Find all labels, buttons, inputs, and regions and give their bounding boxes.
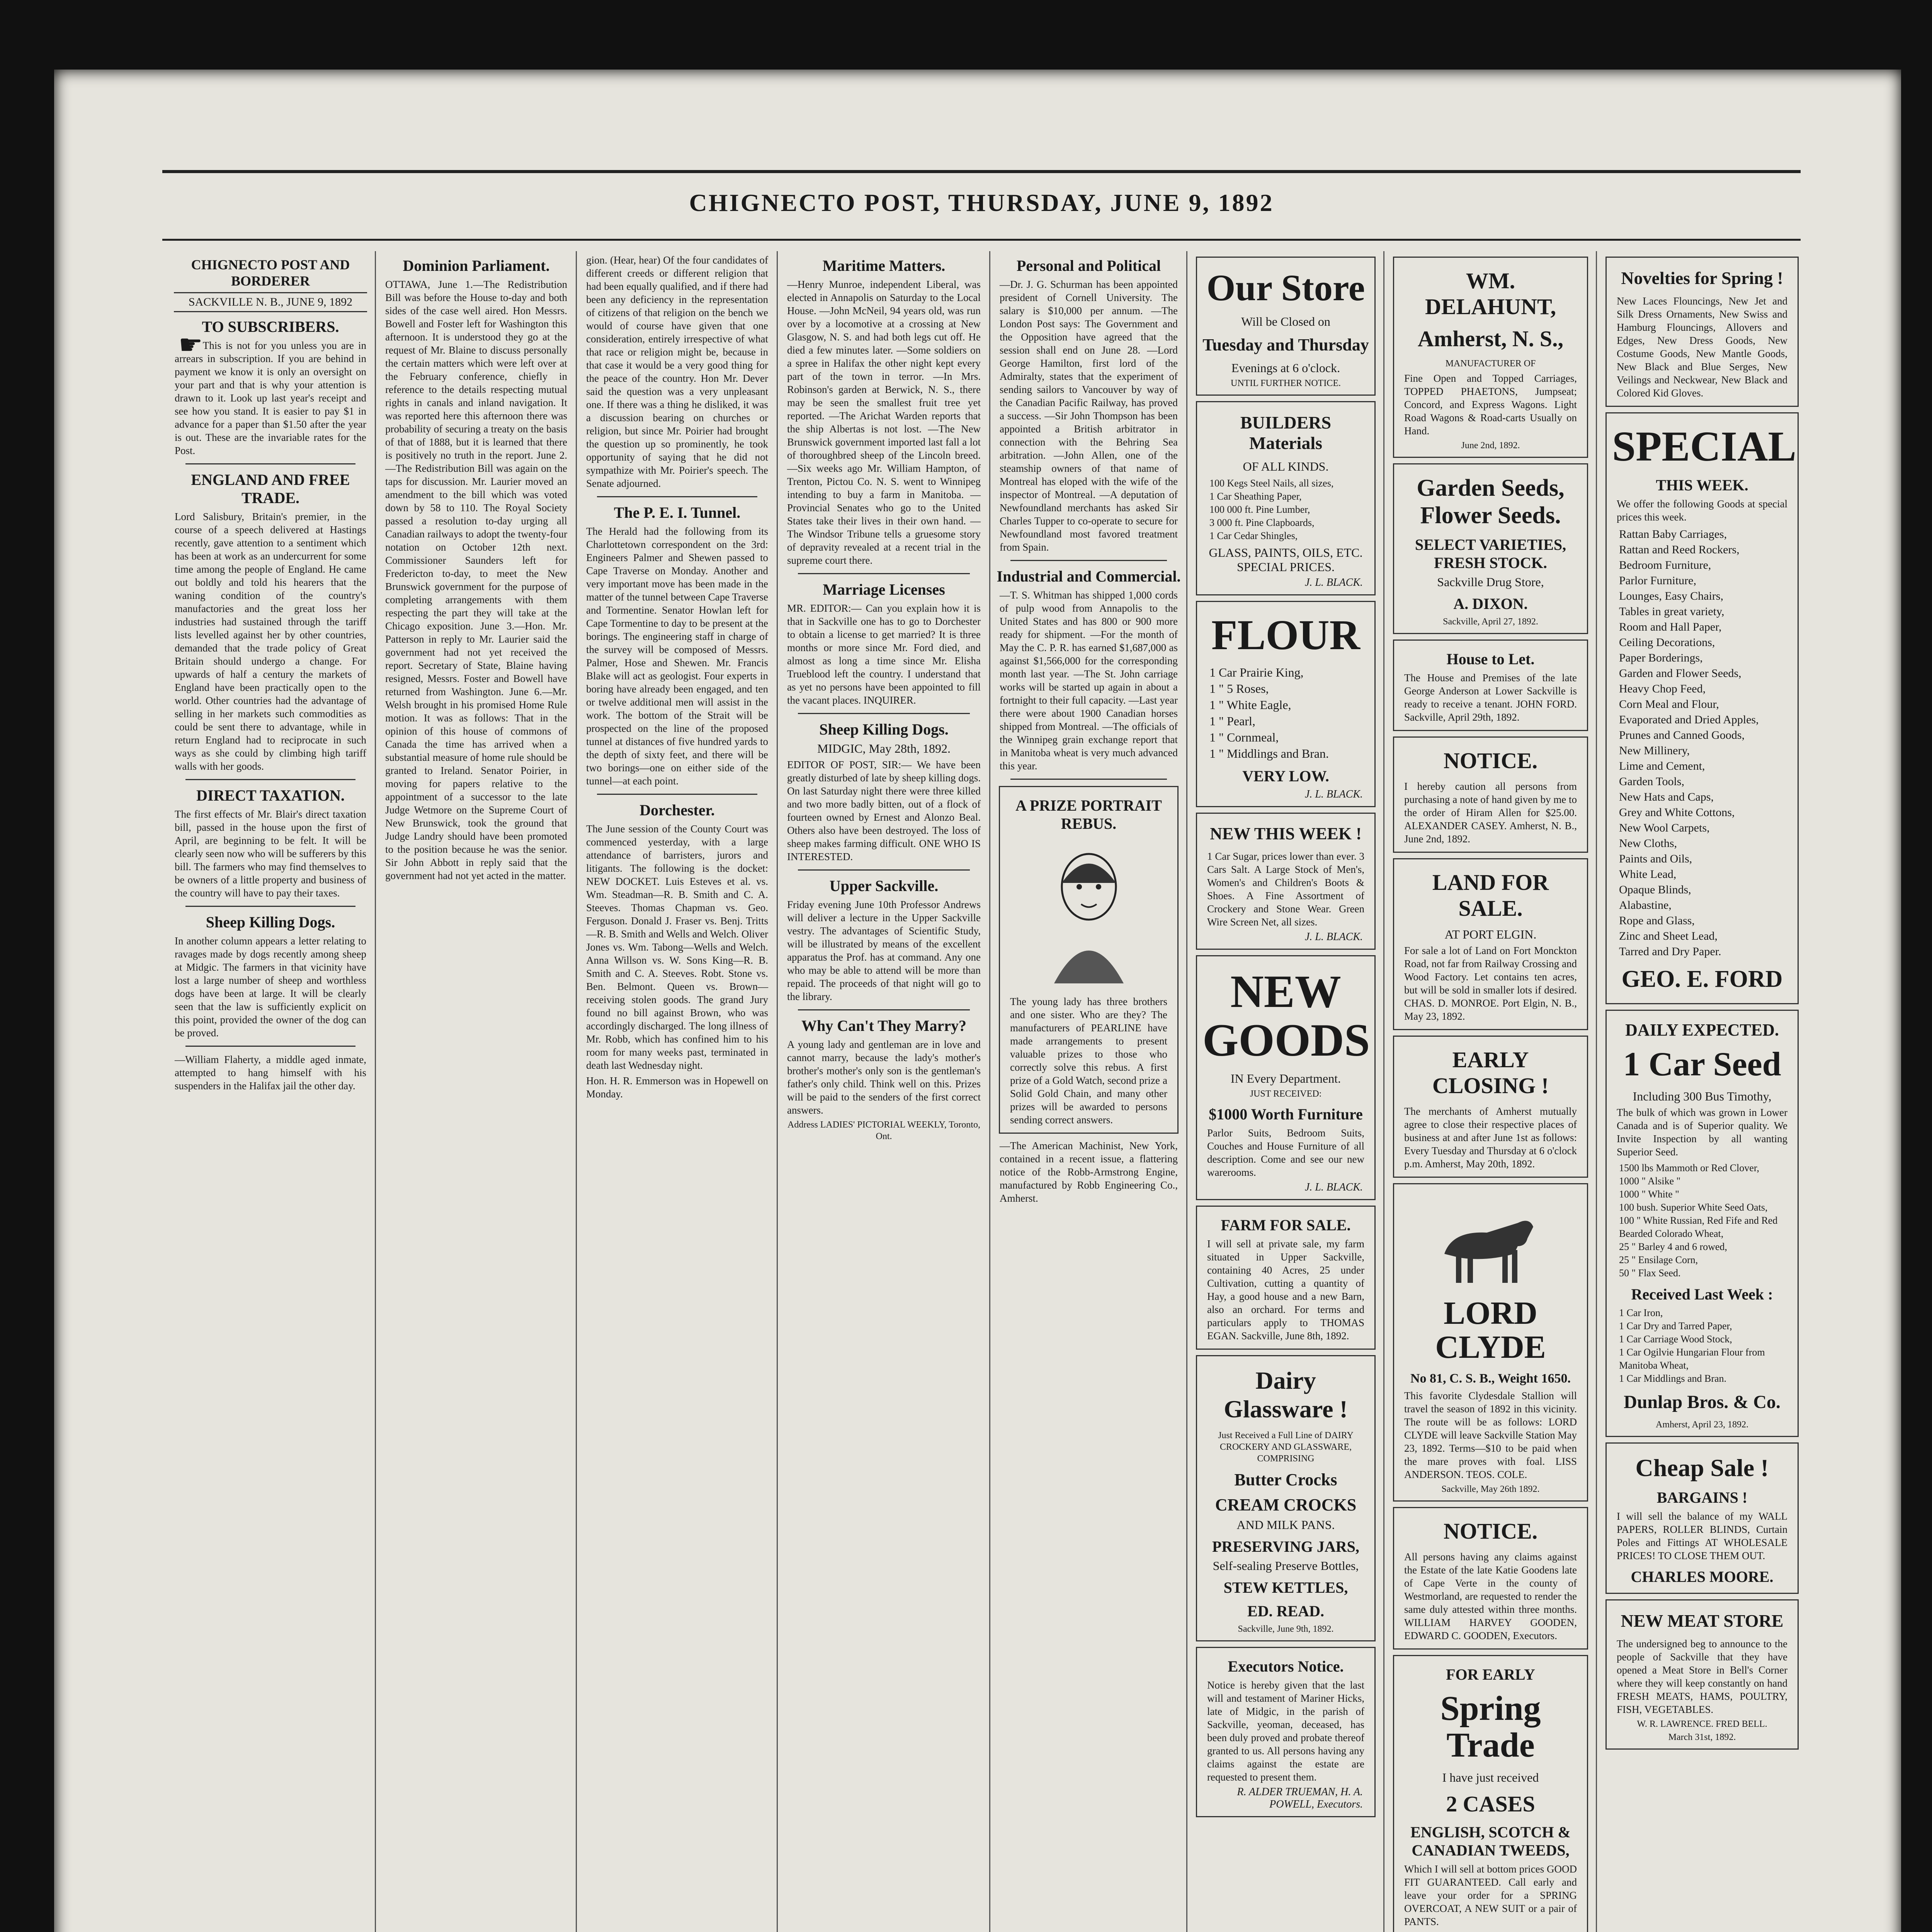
lord-clyde-date: Sackville, May 26th 1892. bbox=[1441, 1484, 1540, 1495]
pictorial-address: Address LADIES' PICTORIAL WEEKLY, Toronto, Ont. bbox=[787, 1120, 980, 1141]
new-this-week-heading: NEW THIS WEEK ! bbox=[1210, 824, 1362, 844]
lord-clyde-heading: LORD CLYDE bbox=[1435, 1295, 1546, 1366]
novelties-heading: Novelties for Spring ! bbox=[1621, 268, 1783, 288]
flour-foot: VERY LOW. bbox=[1242, 767, 1329, 785]
builders-item: 1 Car Sheathing Paper, bbox=[1209, 490, 1302, 502]
special-item: Rope and Glass, bbox=[1619, 914, 1695, 927]
special-item: Opaque Blinds, bbox=[1619, 883, 1691, 896]
column-tunnel bbox=[582, 251, 773, 1932]
special-sub: THIS WEEK. bbox=[1656, 476, 1748, 494]
personal-heading: Personal and Political bbox=[1016, 257, 1161, 274]
column-personal bbox=[995, 251, 1182, 1932]
new-goods-heading: NEW GOODS bbox=[1202, 966, 1370, 1066]
daily-expected: DAILY EXPECTED. bbox=[1625, 1020, 1779, 1039]
new-goods-body: Parlor Suits, Bedroom Suits, Couches and House Furniture of all description. Come and see our new warerooms. bbox=[1207, 1127, 1364, 1179]
seed-sub: Including 300 Bus Timothy, bbox=[1633, 1089, 1772, 1103]
divider bbox=[185, 463, 355, 464]
industrial-body: —T. S. Whitman has shipped 1,000 cords of pulp wood from Annapolis to the United States and has 800 or 900 more ready for shipment. —For the month of May the C. P. R. has earned $1,687,000 as against $1,566,000 for the corresponding month last year. —The St. John carriage works will be started up again in about a fortnight to their full capacity. —Last year there were about 1900 Canadian horses shipped from Montreal. —The officials of the Winnipeg grain exchange report that in Manitoba wheat is very much advanced this year. bbox=[1000, 589, 1178, 772]
notice-heading: NOTICE. bbox=[1443, 748, 1538, 773]
column-rule bbox=[1383, 251, 1384, 1932]
special-item: New Wool Carpets, bbox=[1619, 821, 1710, 834]
divider bbox=[798, 573, 970, 574]
delahunt-body: Fine Open and Topped Carriages, TOPPED PHAETONS, Jumpseat; Concord, and Express Wagons. Light Road Wagons & Road-carts Usually on Hand. bbox=[1404, 372, 1577, 437]
builders-item: 100 000 ft. Pine Lumber, bbox=[1209, 503, 1310, 515]
upper-sackville-body: Friday evening June 10th Professor Andrews will deliver a lecture in the Upper Sackville vestry. The advantages of Scientific Study, will be illustrated by means of the excellent apparatus the Prof. has at command. Any one who may be able to attend will be more than repaid. The proceeds of that night will go to the library. bbox=[787, 899, 981, 1002]
special-heading: SPECIAL bbox=[1612, 423, 1796, 470]
column-rule bbox=[375, 251, 376, 1932]
dairy-sub: Just Received a Full Line of DAIRY CROCKERY AND GLASSWARE, COMPRISING bbox=[1218, 1430, 1354, 1464]
spring-trade-tweeds: ENGLISH, SCOTCH & CANADIAN TWEEDS, bbox=[1410, 1823, 1571, 1859]
farm-heading: FARM FOR SALE. bbox=[1221, 1216, 1351, 1234]
rebus-body: The young lady has three brothers and one sister. Who are they? The manufacturers of PEARLINE have made arrangements to present valuable prizes to those who correctly solve this rebus. A first prize of a Gold Watch, second prize a Solid Gold Chain, and many other prizes will be awarded to persons sending correct answers. bbox=[1010, 996, 1167, 1126]
marriage-body: MR. EDITOR:— Can you explain how it is that in Sackville one has to go to Dorchester to obtain a license to get married? It is three months or more since Mr. Ford died, and almost as long a time since Mr. Elisha Trueblood left the country. I understand that as yet no persons have been appointed to fill the vacant places. INQUIRER. bbox=[787, 602, 981, 706]
delahunt-heading: WM. DELAHUNT, bbox=[1425, 268, 1556, 319]
column-black-ads bbox=[1192, 251, 1379, 1932]
column-rule bbox=[777, 251, 778, 1932]
column-delahunt-ads bbox=[1389, 251, 1592, 1932]
sheep-letter-heading: Sheep Killing Dogs. bbox=[819, 721, 949, 738]
column-ford-ads bbox=[1602, 251, 1803, 1932]
flour-item: 1 " Cornmeal, bbox=[1209, 730, 1279, 745]
meat-store-body: The undersigned beg to announce to the people of Sackville that they have opened a Meat Store in Bell's Corner where they will keep constantly on hand FRESH MEATS, HAMS, POULTRY, FISH, VEGETABLES. bbox=[1617, 1638, 1787, 1715]
column-parliament bbox=[381, 251, 572, 1932]
new-goods-furniture: $1000 Worth Furniture bbox=[1209, 1105, 1363, 1123]
special-item: Bedroom Furniture, bbox=[1619, 558, 1711, 571]
column-maritime bbox=[782, 251, 985, 1932]
masthead-title: CHIGNECTO POST, THURSDAY, JUNE 9, 1892 bbox=[689, 189, 1274, 216]
special-item: Garden Tools, bbox=[1619, 775, 1684, 788]
sheep-killing-heading: Sheep Killing Dogs. bbox=[206, 913, 335, 931]
builders-heading: BUILDERS Materials bbox=[1240, 412, 1332, 453]
special-item: Paints and Oils, bbox=[1619, 852, 1692, 865]
divider bbox=[798, 1009, 970, 1010]
delahunt-date: June 2nd, 1892. bbox=[1461, 440, 1520, 451]
england-heading: ENGLAND AND FREE TRADE. bbox=[191, 471, 350, 507]
special-item: Paper Borderings, bbox=[1619, 651, 1703, 664]
dairy-item: PRESERVING JARS, bbox=[1212, 1538, 1359, 1556]
land-for-sale-heading: LAND FOR SALE. bbox=[1432, 870, 1549, 921]
divider bbox=[185, 906, 355, 907]
special-item: Lounges, Easy Chairs, bbox=[1619, 589, 1723, 602]
special-item: Room and Hall Paper, bbox=[1619, 620, 1722, 633]
builders-signature: J. L. BLACK. bbox=[1304, 576, 1363, 588]
tunnel-heading: The P. E. I. Tunnel. bbox=[614, 504, 741, 521]
masthead bbox=[162, 170, 1801, 241]
early-closing-body: The merchants of Amherst mutually agree to close their respective places of business at and after June 1st as follows: Every Tuesday and Thursday at 6 o'clock p.m. Amherst, May 20th, 1892. bbox=[1404, 1105, 1577, 1170]
special-item: Corn Meal and Flour, bbox=[1619, 697, 1719, 711]
tunnel-body: The Herald had the following from its Charlottetown correspondent on the 3rd: Engineers Palmer and Shewen passed to Cape Traverse on Monday. Another and very important move has been made in the matter of the tunnel between Cape Traverse and Tormentine. Senator Howlan left for Cape Tormentine to day to be present at the borings. The engineering staff in charge of the survey will be composed of Messrs. Palmer, Hose and Shewen. Mr. Francis Blake will act as geologist. Four experts in boring have already been engaged, and ten or twelve additional men will assist in the work. The bottom of the Strait will be prospected on the line of the proposed tunnel at distances of five hundred yards to the depth of sixty feet, and there will be two borings—one on either side of the tunnel—at each point. bbox=[586, 526, 768, 787]
novelties-body: New Laces Flouncings, New Jet and Silk Dress Ornaments, New Swiss and Hamburg Flouncings, Allovers and Edges, New Dress Goods, New Costume Goods, New Mantle Goods, New Black and Blue Serges, New Veilings and Neckwear, New Black and Colored Kid Gloves. bbox=[1617, 295, 1787, 399]
marriage-heading: Marriage Licenses bbox=[823, 581, 945, 598]
farm-body: I will sell at private sale, my farm situated in Upper Sackville, containing 40 Acres, 25 under Cultivation, cutting a quantity of Hay, a good house and a new Barn, also an orchard. For terms and particulars apply to THOMAS EGAN. Sackville, June 8th, 1892. bbox=[1207, 1238, 1364, 1342]
subscribers-heading: TO SUBSCRIBERS. bbox=[202, 318, 339, 335]
direct-taxation-heading: DIRECT TAXATION. bbox=[196, 787, 345, 804]
seed-body: The bulk of which was grown in Lower Canada and is of Superior quality. We Invite Inspection by all wanting Superior Seed. bbox=[1617, 1106, 1787, 1158]
dairy-heading: Dairy Glassware ! bbox=[1224, 1367, 1348, 1423]
received-item: 1 Car Dry and Tarred Paper, bbox=[1619, 1320, 1732, 1332]
spring-trade-kicker: FOR EARLY bbox=[1446, 1666, 1535, 1684]
seed-item: 1000 " White " bbox=[1619, 1188, 1679, 1200]
spring-trade-sub: I have just received bbox=[1442, 1770, 1539, 1785]
seed-item: 100 bush. Superior White Seed Oats, bbox=[1619, 1201, 1768, 1213]
received-item: 1 Car Carriage Wood Stock, bbox=[1619, 1333, 1732, 1345]
garden-seeds-date: Sackville, April 27, 1892. bbox=[1443, 617, 1538, 627]
special-item: Parlor Furniture, bbox=[1619, 574, 1696, 587]
divider bbox=[798, 869, 970, 871]
emmerson-note: Hon. H. R. Emmerson was in Hopewell on Monday. bbox=[586, 1075, 768, 1100]
maritime-heading: Maritime Matters. bbox=[822, 257, 946, 274]
divider bbox=[185, 779, 355, 780]
new-goods-received: JUST RECEIVED: bbox=[1250, 1089, 1322, 1099]
personal-body: —Dr. J. G. Schurman has been appointed president of Cornell University. The salary is $10,000 per annum. —The London Post says: The Government and the Opposition have agreed that the session shall end on June 28. —Lord George Hamilton, first lord of the Admiralty, states that the experiment of sending sailors to Vancouver by way of the Canadian Pacific Railway, has proved a success. —Sir John Thompson has been appointed a British arbitrator in connection with the Behring Sea arbitration. —John Allen, one of the steamship owners of that name of Montreal has eloped with the wife of the inspector of Montreal. —A deputation of Newfoundland merchants has asked Sir Charles Tupper to co-operate to secure for Newfoundland most favored treatment from Spain. bbox=[1000, 279, 1178, 553]
parliament-body: OTTAWA, June 1.—The Redistribution Bill was before the House to-day and both sides of the case well aired. Hon Messrs. Bowell and Foster left for Washington this afternoon. It is understood they go at the request of Mr. Blaine to discuss personally the certain matters which were left over at the February conference, chiefly in reference to the details respecting mutual rights in canals and inland navigation. It was reported here this afternoon there was probability of securing a treaty on the basis of that of 1888, but it is learned that there is positively no truth in the report. June 2.—The Redistribution Bill was again on the taps for discussion. Mr. Laurier moved an amendment to the bill which was voted down by 58 to 110. The Royal Society passed a resolution to-day urging all Canadian railways to adopt the twenty-four notation on October 12th next. Commissioner Saunders left for Fredericton to-day, to meet the New Brunswick government for the purpose of completing arrangements with them respecting the part they will take at the Chicago exposition. June 3.—Hon. Mr. Patterson in reply to Mr. Laurier said the government had not yet received the report. Secretary of State, Blaine having resigned, Messrs. Foster and Bowell have returned from Washington. June 6.—Mr. Welsh brought in his promised Home Rule motion. It was as follows: That in the opinion of this house of commons of Canada the time has arrived when a substantial measure of home rule should be granted to Ireland. Senator Poirier, in moving for papers relative to the appointment of a successor to the late Judge Wetmore on the Supreme Court of New Brunswick, took the ground that Judge Landry should have been promoted to the position because he was the senior. Sir John Abbott in reply said that the government had not yet acted in the matter. bbox=[385, 279, 567, 881]
special-item: Zinc and Sheet Lead, bbox=[1619, 929, 1718, 942]
meat-store-signature: W. R. LAWRENCE. FRED BELL. bbox=[1637, 1719, 1767, 1729]
flour-heading: FLOUR bbox=[1211, 611, 1360, 658]
meat-store-heading: NEW MEAT STORE bbox=[1621, 1611, 1784, 1631]
lord-clyde-body: This favorite Clydesdale Stallion will travel the season of 1892 in this vicinity. The route will be as follows: LORD CLYDE will leave Sackville Station May 23, 1892. Terms—$10 to be paid when the mare proves with foal. LISS ANDERSON. TEOS. COLE. bbox=[1404, 1390, 1577, 1481]
special-item: White Lead, bbox=[1619, 867, 1677, 881]
store-line2: Tuesday and Thursday bbox=[1202, 335, 1369, 354]
divider bbox=[1010, 779, 1167, 780]
dairy-item: Self-sealing Preserve Bottles, bbox=[1213, 1559, 1359, 1573]
paper-name: CHIGNECTO POST AND BORDERER bbox=[191, 257, 350, 289]
divider bbox=[185, 1046, 355, 1047]
special-item: Garden and Flower Seeds, bbox=[1619, 667, 1742, 680]
special-item: Ceiling Decorations, bbox=[1619, 636, 1715, 649]
executors-signature: R. ALDER TRUEMAN, H. A. POWELL, Executors. bbox=[1237, 1786, 1363, 1811]
notice2-heading: NOTICE. bbox=[1443, 1519, 1538, 1544]
early-closing-heading: EARLY CLOSING ! bbox=[1432, 1047, 1549, 1098]
builders-sub: OF ALL KINDS. bbox=[1243, 459, 1329, 473]
upper-sackville-heading: Upper Sackville. bbox=[829, 877, 939, 895]
rebus-heading: A PRIZE PORTRAIT REBUS. bbox=[1015, 797, 1162, 832]
new-this-week-body: 1 Car Sugar, prices lower than ever. 3 Cars Salt. A Large Stock of Men's, Women's and Children's Boots & Shoes. A Fine Assortment of Crockery and Stone Wear. Green Wire Screen Net, all sizes. bbox=[1207, 850, 1364, 928]
column-editorial bbox=[170, 251, 371, 1932]
special-item: New Millinery, bbox=[1619, 744, 1690, 757]
cheap-sale-heading: Cheap Sale ! bbox=[1635, 1454, 1769, 1481]
special-item: Lime and Cement, bbox=[1619, 759, 1705, 772]
pointing-hand-icon: ☛ bbox=[179, 330, 203, 360]
special-intro: We offer the following Goods at special prices this week. bbox=[1617, 498, 1787, 523]
house-to-let-heading: House to Let. bbox=[1446, 650, 1535, 668]
divider bbox=[597, 496, 757, 497]
executors-body: Notice is hereby given that the last will and testament of Mariner Hicks, late of Midgic, in the parish of Sackville, yeoman, deceased, has been duly proved and probate thereof granted to us. All persons having any claims against the estate are requested to present them. bbox=[1207, 1679, 1364, 1783]
dorchester-body: The June session of the County Court was commenced yesterday, with a large attendance of barristers, jurors and litigants. The following is the docket: NEW DOCKET. Luis Esteves et al. vs. Wm. Steadman—R. B. Smith and C. A. Steeves. Thomas Chapman vs. Geo. Ferguson. Donald J. Fraser vs. Benj. Tritts—R. B. Smith and Wells and Welch. Oliver Jones vs. Wm. Tabong—Wells and Welch. Anna Willson vs. W. Sons King—R. B. Smith and C. A. Steeves. Robt. Stone vs. Ben. Belmont. Queen vs. Brown—receiving stolen goods. The grand Jury found no bill against Brown, who was accordingly discharged. The long illness of Mr. Robb, which has confined him to his room for many weeks past, terminated in death last Wednesday night. bbox=[586, 823, 768, 1071]
special-item: New Cloths, bbox=[1619, 837, 1677, 850]
received-item: 1 Car Middlings and Bran. bbox=[1619, 1372, 1727, 1384]
maritime-body: —Henry Munroe, independent Liberal, was elected in Annapolis on Saturday to the Local House. —John McNeil, 94 years old, was run over by a locomotive at a crossing at New Glasgow, N. S. and had both legs cut off. He died a few minutes later. —Some soldiers on a spree in Halifax the other night kept every part of the town in terror. —In Mrs. Robinson's garden at Berwick, N. S., there may be seen the smallest fruit tree yet reported. —The Arichat Warden reports that the ship Albertas is not lost. —The New Brunswick government imported last fall a lot of thoroughbred sheep of the Lincoln breed. —Six weeks ago Mr. William Hampton, of Trenton, Pictou Co. N. S. went to Winnipeg intending to buy a farm in Manitoba. —Provincial Senates who go to the United States take their lives in their own hand. —The Windsor Tribune tells a gruesome story of depravity revealed at a recent trial in the supreme court there. bbox=[787, 279, 981, 566]
dairy-item: AND MILK PANS. bbox=[1236, 1518, 1335, 1532]
ford-heading: GEO. E. FORD bbox=[1621, 966, 1783, 992]
builders-item: 100 Kegs Steel Nails, all sizes, bbox=[1209, 477, 1334, 489]
cheap-sale-body: I will sell the balance of my WALL PAPERS, ROLLER BLINDS, Curtain Poles and Fittings AT WHOLESALE PRICES! TO CLOSE THEM OUT. bbox=[1617, 1510, 1787, 1561]
sheep-letter-body: EDITOR OF POST, SIR:— We have been greatly disturbed of late by sheep killing dogs. On last Saturday night there were three killed and two more badly bitten, out of a flock of fourteen owned by Ernest and Alonzo Beal. Others also have been destroyed. The loss of sheep makes farming difficult. ONE WHO IS INTERESTED. bbox=[787, 759, 981, 862]
special-item: Tarred and Dry Paper. bbox=[1619, 945, 1721, 958]
machinist-note: —The American Machinist, New York, contained in a recent issue, a flattering notice of the Robb-Armstrong Engine, manufactured by Robb Engineering Co., Amherst. bbox=[1000, 1140, 1178, 1204]
new-this-week-signature: J. L. BLACK. bbox=[1304, 931, 1363, 943]
spring-trade-heading: Spring Trade bbox=[1440, 1689, 1541, 1764]
seed-item: 25 " Ensilage Corn, bbox=[1619, 1254, 1698, 1265]
rebus-portrait-illustration bbox=[1031, 840, 1147, 987]
special-item: Rattan and Reed Rockers, bbox=[1619, 543, 1740, 556]
dairy-date: Sackville, June 9th, 1892. bbox=[1238, 1624, 1334, 1634]
drug-store-name: Sackville Drug Store, bbox=[1437, 575, 1544, 589]
house-to-let-body: The House and Premises of the late George Anderson at Lower Sackville is ready to receive a tenant. JOHN FORD. Sackville, April 29th, 1892. bbox=[1404, 672, 1577, 723]
why-marry-body: A young lady and gentleman are in love and cannot marry, because the lady's mother's brother's mother's only son is the gentleman's father's only child. Think well on this. Prizes will be paid to the senders of the first correct answers. bbox=[787, 1039, 981, 1116]
notice2-body: All persons having any claims against the Estate of the late Katie Goodens late of Cape Verte in the county of Westmorland, are requested to render the same duly attested within three months. WILLIAM HARVEY GOODEN, EDWARD C. GOODEN, Executors. bbox=[1404, 1551, 1577, 1642]
dairy-signature: ED. READ. bbox=[1247, 1602, 1324, 1620]
flour-item: 1 Car Prairie King, bbox=[1209, 665, 1304, 680]
received-heading: Received Last Week : bbox=[1631, 1285, 1773, 1303]
subscribers-body: This is not for you unless you are in arrears in subscription. If you are behind in payment we know it is only an oversight on your part and that is why your attention is drawn to it. Look up last year's receipt and see how you stand. It is easier to pay $1 in advance for a paper than $1.50 after the year is out. These are the invariable rates for the Post. bbox=[175, 340, 366, 456]
received-item: 1 Car Iron, bbox=[1619, 1307, 1663, 1318]
column-rule bbox=[576, 251, 577, 1932]
garden-seeds-sub: SELECT VARIETIES, FRESH STOCK. bbox=[1415, 536, 1566, 571]
special-item: Prunes and Canned Goods, bbox=[1619, 728, 1745, 742]
executors-heading: Executors Notice. bbox=[1228, 1658, 1344, 1675]
industrial-heading: Industrial and Commercial. bbox=[997, 568, 1181, 585]
special-item: Heavy Chop Feed, bbox=[1619, 682, 1706, 695]
seed-item: 50 " Flax Seed. bbox=[1619, 1267, 1681, 1279]
store-line1: Will be Closed on bbox=[1241, 314, 1330, 328]
flour-item: 1 " 5 Roses, bbox=[1209, 682, 1269, 696]
special-item: Tables in great variety, bbox=[1619, 605, 1725, 618]
dunlap-heading: Dunlap Bros. & Co. bbox=[1624, 1391, 1781, 1412]
horse-illustration bbox=[1429, 1196, 1553, 1289]
store-heading: Our Store bbox=[1206, 267, 1365, 308]
garden-seeds-heading: Garden Seeds, Flower Seeds. bbox=[1417, 475, 1565, 529]
new-goods-signature: J. L. BLACK. bbox=[1304, 1181, 1363, 1194]
special-item: Grey and White Cottons, bbox=[1619, 806, 1735, 819]
flour-item: 1 " Middlings and Bran. bbox=[1209, 747, 1329, 761]
store-line3: Evenings at 6 o'clock. bbox=[1231, 361, 1340, 375]
builders-item: 1 Car Cedar Shingles, bbox=[1209, 530, 1298, 541]
spring-trade-body: Which I will sell at bottom prices GOOD FIT GUARANTEED. Call early and leave your order for a SPRING OVERCOAT, A NEW SUIT or a pair of PANTS. bbox=[1404, 1863, 1577, 1928]
dorchester-heading: Dorchester. bbox=[639, 801, 715, 819]
store-line4: UNTIL FURTHER NOTICE. bbox=[1231, 378, 1341, 388]
dairy-item: CREAM CROCKS bbox=[1215, 1495, 1357, 1515]
delahunt-manufacturer: MANUFACTURER OF bbox=[1445, 359, 1536, 369]
sheep-letter-dateline: MIDGIC, May 28th, 1892. bbox=[817, 742, 951, 755]
received-item: 1 Car Ogilvie Hungarian Flour from Manitoba Wheat, bbox=[1619, 1346, 1765, 1371]
special-item: Evaporated and Dried Apples, bbox=[1619, 713, 1759, 726]
builders-foot: GLASS, PAINTS, OILS, ETC. SPECIAL PRICES. bbox=[1209, 545, 1363, 574]
dairy-item: Butter Crocks bbox=[1234, 1470, 1337, 1490]
special-item: Alabastine, bbox=[1619, 898, 1672, 912]
land-for-sale-body: For sale a lot of Land on Fort Monckton Road, not far from Railway Crossing and Wood Factory. Let contains ten acres, but will be sold in smaller lots if desired. CHAS. D. MONROE. Port Elgin, N. B., May 23, 1892. bbox=[1404, 945, 1577, 1022]
dairy-item: STEW KETTLES, bbox=[1223, 1579, 1348, 1597]
garden-seeds-signature: A. DIXON. bbox=[1453, 595, 1528, 612]
dunlap-date: Amherst, April 23, 1892. bbox=[1656, 1419, 1748, 1430]
lord-clyde-sub: No 81, C. S. B., Weight 1650. bbox=[1410, 1371, 1571, 1386]
divider bbox=[1010, 560, 1167, 561]
cheap-sale-signature: CHARLES MOORE. bbox=[1631, 1568, 1774, 1585]
cheap-sale-sub: BARGAINS ! bbox=[1656, 1488, 1748, 1506]
land-for-sale-sub: AT PORT ELGIN. bbox=[1444, 927, 1537, 941]
delahunt-location: Amherst, N. S., bbox=[1418, 326, 1563, 351]
spring-trade-cases: 2 CASES bbox=[1446, 1791, 1535, 1817]
flour-item: 1 " Pearl, bbox=[1209, 714, 1255, 728]
flaherty-note: —William Flaherty, a middle aged inmate, attempted to hang himself with his suspenders in the Halifax jail the other day. bbox=[175, 1054, 366, 1092]
parliament-heading: Dominion Parliament. bbox=[403, 257, 550, 274]
senate-body: gion. (Hear, hear) Of the four candidates of different creeds or different religion that had been equally qualified, and if there had been any deficiency in the representation of citizens of that religion on the bench we would of course have given that one consideration, entirely irrespective of what that race or religion might be, because in that case it would be a very good thing for the peace of the country. Hon Mr. Dever said the question was a very unpleasant one. If there was a thing he disliked, it was a discussion bearing on churches or religion, but since Mr. Poirier had brought the question up so prominently, he took opportunity of saying that he did not sympathize with Mr. Poirier's speech. The Senate adjourned. bbox=[586, 254, 768, 489]
seed-item: 1500 lbs Mammoth or Red Clover, bbox=[1619, 1162, 1759, 1173]
seed-item: 25 " Barley 4 and 6 rowed, bbox=[1619, 1241, 1727, 1252]
flour-item: 1 " White Eagle, bbox=[1209, 698, 1291, 712]
divider bbox=[798, 713, 970, 714]
builders-item: 3 000 ft. Pine Clapboards, bbox=[1209, 517, 1315, 528]
notice-body: I hereby caution all persons from purchasing a note of hand given by me to the order of Hiram Allen for $25.00. ALEXANDER CASEY. Amherst, N. B., June 2nd, 1892. bbox=[1404, 781, 1577, 845]
paper-dateline: SACKVILLE N. B., JUNE 9, 1892 bbox=[174, 292, 367, 312]
flour-signature: J. L. BLACK. bbox=[1304, 788, 1363, 801]
divider bbox=[597, 794, 757, 795]
seed-item: 1000 " Alsike " bbox=[1619, 1175, 1681, 1187]
sheep-killing-body: In another column appears a letter relating to ravages made by dogs recently among sheep at Midgic. The farmers in that vicinity have lost a large number of sheep and worthless dogs have been at large. It will be clearly seen that the law is sufficiently explicit on this point, provided the owner of the dog can be proved. bbox=[175, 935, 366, 1039]
special-item: Rattan Baby Carriages, bbox=[1619, 527, 1727, 541]
england-body: Lord Salisbury, Britain's premier, in the course of a speech delivered at Hastings recently, gave attention to a sentiment which has been at work as an undercurrent for some time among the people of England. He came out boldly and told his hearers that the waning condition of the country's manufactories and the great loss her industries had sustained through the tariff lists levelled against her by other countries, demanded that the trade policy of Great Britain should undergo a change. For upwards of half a century the markets of England have been practically open to the world. Other countries had the advantage of selling in her markets such commodities as could be sent there to advantage, while in return England had to reciprocate in such ways as she could by climbing high tariff walls with her goods. bbox=[175, 511, 366, 772]
column-rule bbox=[1596, 251, 1597, 1932]
why-marry-heading: Why Can't They Marry? bbox=[801, 1017, 967, 1034]
special-item: New Hats and Caps, bbox=[1619, 790, 1714, 803]
seed-heading: 1 Car Seed bbox=[1623, 1045, 1781, 1083]
column-rule bbox=[1186, 251, 1187, 1932]
meat-store-date: March 31st, 1892. bbox=[1668, 1732, 1736, 1742]
seed-item: 100 " White Russian, Red Fife and Red Bearded Colorado Wheat, bbox=[1619, 1214, 1778, 1239]
direct-taxation-body: The first effects of Mr. Blair's direct taxation bill, passed in the house upon the first of April, are beginning to be felt. It will be clearly seen now who will be sufferers by this bill. The farmers who may find themselves to be owners of a little property and business of the country will have to pay their taxes. bbox=[175, 808, 366, 899]
new-goods-sub: IN Every Department. bbox=[1230, 1071, 1341, 1086]
column-rule bbox=[989, 251, 990, 1932]
